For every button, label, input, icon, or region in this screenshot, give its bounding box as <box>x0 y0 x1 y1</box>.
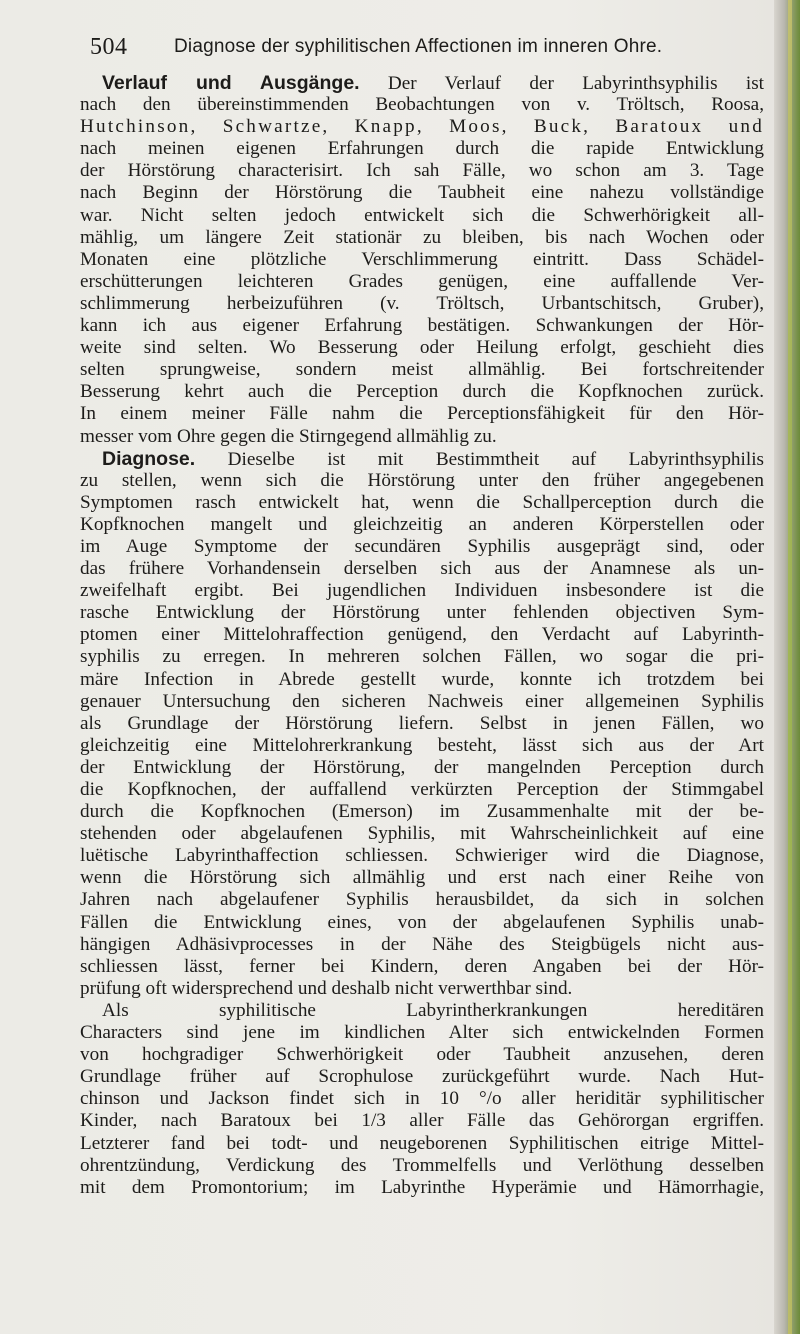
text-line: von hochgradiger Schwerhörigkeit oder Taubheit anzusehen, deren <box>80 1044 764 1066</box>
text-line: als Grundlage der Hörstörung liefern. Selbst in jenen Fällen, wo <box>80 712 764 734</box>
text-line: Monaten eine plötzliche Verschlimmerung eintritt. Dass Schädel- <box>80 248 764 270</box>
text-line: stehenden oder abgelaufenen Syphilis, mit Wahrscheinlichkeit auf eine <box>80 823 764 845</box>
text-line: prüfung oft widersprechend und deshalb nicht verwerthbar sind. <box>80 977 573 999</box>
body-text <box>80 72 764 1199</box>
text-line: hängigen Adhäsivprocesses in der Nähe des Steigbügels nicht aus- <box>80 933 764 955</box>
text-line: märe Infection in Abrede gestellt wurde, konnte ich trotzdem bei <box>80 668 764 690</box>
text-line: kann ich aus eigener Erfahrung bestätigen. Schwankungen der Hör- <box>80 315 764 337</box>
text-line: Kinder, nach Baratoux bei 1/3 aller Fälle das Gehörorgan ergriffen. <box>80 1110 764 1132</box>
text-line: Jahren nach abgelaufener Syphilis herausbildet, da sich in solchen <box>80 889 764 911</box>
text-line: mählig, um längere Zeit stationär zu bleiben, bis nach Wochen oder <box>80 226 764 248</box>
text-line: erschütterungen leichteren Grades genügen, eine auffallende Ver- <box>80 270 764 292</box>
text-line: nach den übereinstimmenden Beobachtungen von v. Tröltsch, Roosa, <box>80 94 764 116</box>
text-line: die Kopfknochen, der auffallend verkürzten Perception der Stimmgabel <box>80 779 764 800</box>
text-line: gleichzeitig eine Mittelohrerkrankung besteht, lässt sich aus der Art <box>80 734 764 756</box>
text-line: zweifelhaft ergibt. Bei jugendlichen Individuen insbesondere ist die <box>80 580 764 602</box>
text-line: Verlauf und Ausgänge. Der Verlauf der Labyrinthsyphilis ist <box>102 72 764 94</box>
text-line: luëtische Labyrinthaffection schliessen. Schwieriger wird die Diagnose, <box>80 845 764 867</box>
text-line: selten sprungweise, sondern meist allmählig. Bei fortschreitender <box>80 359 764 381</box>
text-line: durch die Kopfknochen (Emerson) im Zusammenhalte mit der be- <box>80 801 764 823</box>
page-number: 504 <box>90 34 128 60</box>
text-line: Letzterer fand bei todt- und neugeborenen Syphilitischen eitrige Mittel- <box>80 1132 764 1154</box>
text-line: war. Nicht selten jedoch entwickelt sich die Schwerhörigkeit all- <box>80 204 764 226</box>
text-line: syphilis zu erregen. In mehreren solchen Fällen, wo sogar die pri- <box>80 646 764 668</box>
text-line: messer vom Ohre gegen die Stirngegend allmählig zu. <box>80 425 497 447</box>
text-line: Kopfknochen mangelt und gleichzeitig an anderen Körperstellen oder <box>80 513 764 535</box>
text-line: Symptomen rasch entwickelt hat, wenn die Schallperception durch die <box>80 491 764 513</box>
text-line: ptomen einer Mittelohraffection genügend, den Verdacht auf Labyrinth- <box>80 624 764 646</box>
text-line: im Auge Symptome der secundären Syphilis ausgeprägt sind, oder <box>80 535 764 557</box>
text-line: Characters sind jene im kindlichen Alter sich entwickelnden Formen <box>80 1022 764 1044</box>
text-line: chinson und Jackson findet sich in 10 °/o aller heriditär syphilitischer <box>80 1088 764 1110</box>
section-heading: Diagnose. <box>102 447 196 470</box>
text-line: Hutchinson, Schwartze, Knapp, Moos, Buck, Baratoux und <box>80 116 764 138</box>
text-line: Grundlage früher auf Scrophulose zurückgeführt wurde. Nach Hut- <box>80 1066 764 1088</box>
text-line: schlimmerung herbeizuführen (v. Tröltsch, Urbantschitsch, Gruber), <box>80 292 764 314</box>
page-header <box>90 30 770 66</box>
text-line: mit dem Promontorium; im Labyrinthe Hyperämie und Hämorrhagie, <box>80 1176 764 1198</box>
text-line: nach meinen eigenen Erfahrungen durch die rapide Entwicklung <box>80 138 764 160</box>
text-line: weite sind selten. Wo Besserung oder Heilung erfolgt, geschieht dies <box>80 337 764 359</box>
text-line: wenn die Hörstörung sich allmählig und erst nach einer Reihe von <box>80 867 764 889</box>
text-line: nach Beginn der Hörstörung die Taubheit eine nahezu vollständige <box>80 182 764 204</box>
text-line: In einem meiner Fälle nahm die Perceptionsfähigkeit für den Hör- <box>80 403 764 425</box>
text-line: der Hörstörung characterisirt. Ich sah Fälle, wo schon am 3. Tage <box>80 160 764 182</box>
binding-edge <box>788 0 792 1334</box>
text-line: zu stellen, wenn sich die Hörstörung unter den früher angegebenen <box>80 469 764 491</box>
text-line: schliessen lässt, ferner bei Kindern, deren Angaben bei der Hör- <box>80 955 764 977</box>
text-line: Diagnose. Dieselbe ist mit Bestimmtheit auf Labyrinthsyphilis <box>102 447 764 470</box>
text-line: genauer Untersuchung den sicheren Nachweis einer allgemeinen Syphilis <box>80 690 764 712</box>
text-line: Besserung kehrt auch die Perception durch die Kopfknochen zurück. <box>80 381 764 403</box>
text-line: rasche Entwicklung der Hörstörung unter fehlenden objectiven Sym- <box>80 602 764 624</box>
text-line: das frühere Vorhandensein derselben sich aus der Anamnese als un- <box>80 558 764 580</box>
text-line: Als syphilitische Labyrintherkrankungen hereditären <box>102 999 764 1021</box>
running-title: Diagnose der syphilitischen Affectionen im inneren Ohre. <box>174 36 663 57</box>
text-line: der Entwicklung der Hörstörung, der mangelnden Perception durch <box>80 756 764 778</box>
text-line: Fällen die Entwicklung eines, von der abgelaufenen Syphilis unab- <box>80 911 764 933</box>
page-edge-shadow <box>774 0 800 1334</box>
text-line: ohrentzündung, Verdickung des Trommelfells und Verlöthung desselben <box>80 1154 764 1176</box>
section-heading: Verlauf und Ausgänge. <box>102 72 360 94</box>
